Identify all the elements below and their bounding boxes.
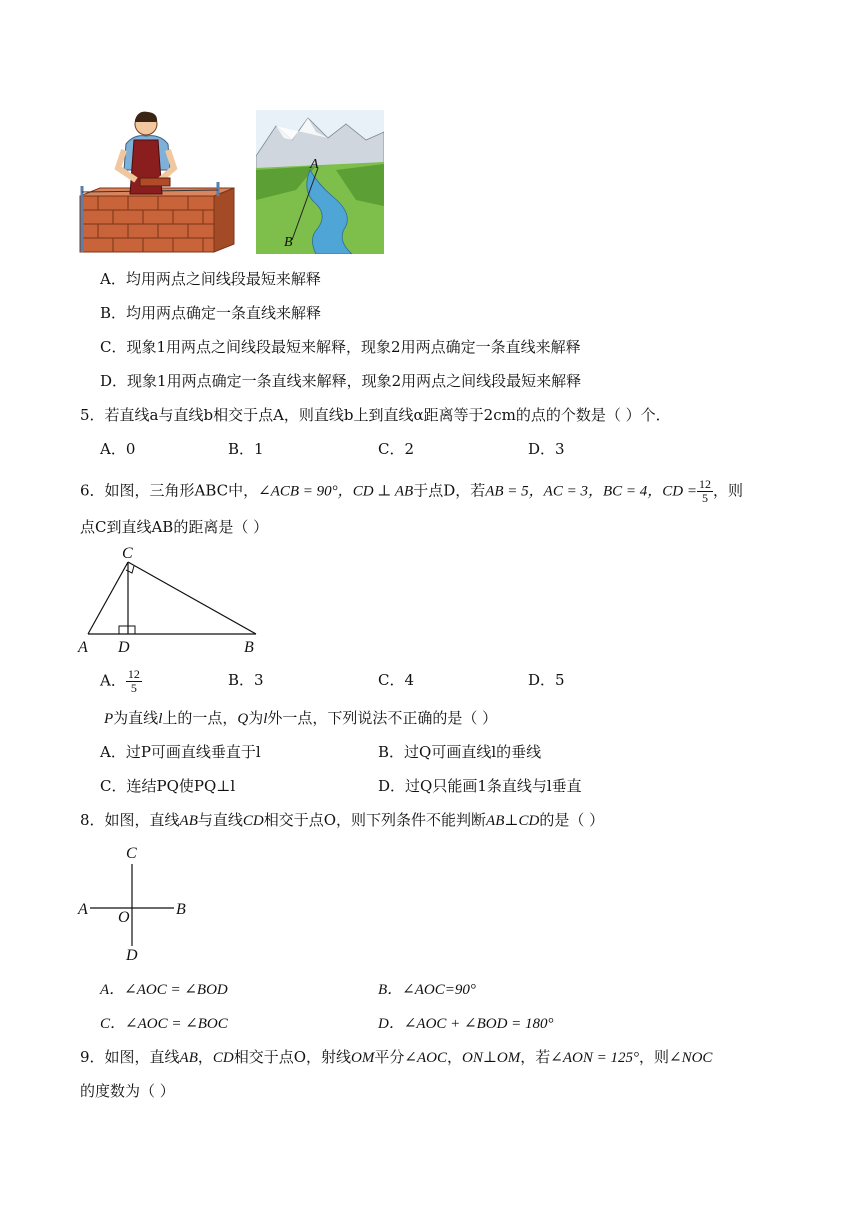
q8-label-b: B <box>176 901 186 918</box>
q5-option-a: A．0 <box>100 440 136 458</box>
q5-option-c: C．2 <box>378 440 415 458</box>
q6-option-a-fraction: $\frac{12}{5}$ <box>127 667 140 695</box>
river-point-b-label: B <box>284 235 293 250</box>
q6-stem-line2: 点C到直线AB的距离是（ ） <box>80 518 269 536</box>
q8-label-c: C <box>126 845 137 862</box>
q4-option-d: D．现象1用两点确定一条直线来解释，现象2用两点之间线段最短来解释 <box>100 372 582 390</box>
q8-label-a: A <box>78 901 88 918</box>
q6-values: AB = 5，AC = 3，BC = 4，CD = <box>485 483 697 500</box>
q9-stem-line1: 9．如图，直线AB，CD相交于点O，射线OM平分∠AOC，ON⊥OM，若∠AON = 125°，则∠NOC <box>80 1048 713 1066</box>
q6-stem-line1 <box>80 478 743 505</box>
q6-end: ，则 <box>712 481 743 500</box>
q7-option-b: B．过Q可画直线l的垂线 <box>378 743 542 761</box>
q6-mid: 于点D，若 <box>413 481 486 500</box>
q7-option-a: A．过P可画直线垂直于l <box>100 743 261 761</box>
q6-option-a: A． $\frac{12}{5}$ <box>100 667 140 695</box>
q4-option-c: C．现象1用两点之间线段最短来解释，现象2用两点确定一条直线来解释 <box>100 338 581 356</box>
q6-triangle-figure <box>76 542 266 656</box>
q9-stem-line2: 的度数为（ ） <box>80 1082 175 1100</box>
q6-label-a: A <box>78 639 88 656</box>
q8-option-d: D．∠AOC + ∠BOD = 180° <box>378 1016 554 1032</box>
q5-option-d: D．3 <box>528 440 565 458</box>
q6-option-c: C．4 <box>378 671 415 689</box>
river-point-a-label: A <box>310 157 319 172</box>
q4-option-b: B．均用两点确定一条直线来解释 <box>100 304 322 322</box>
q6-perp: CD ⊥ AB <box>352 483 414 500</box>
q6-option-d: D．5 <box>528 671 565 689</box>
q7-option-d: D．过Q只能画1条直线与l垂直 <box>378 777 582 795</box>
river-landscape-figure <box>256 110 384 254</box>
q7-option-c: C．连结PQ使PQ⊥l <box>100 777 236 795</box>
q6-option-b: B．3 <box>228 671 264 689</box>
q6-label-b: B <box>244 639 254 656</box>
q8-cross-figure <box>74 842 194 964</box>
q8-option-b: B．∠AOC=90° <box>378 982 476 998</box>
q6-cd-fraction: $\frac{12}{5}$ <box>698 477 711 505</box>
q5-option-b: B．1 <box>228 440 264 458</box>
q8-option-a: A．∠AOC = ∠BOD <box>100 982 228 998</box>
q6-label-d: D <box>118 639 130 656</box>
q8-label-d: D <box>126 947 138 964</box>
bricklayer-figure <box>78 110 238 254</box>
q7-stem: P为直线l上的一点，Q为l外一点，下列说法不正确的是（ ） <box>104 709 498 727</box>
q5-stem: 5．若直线a与直线b相交于点A，则直线b上到直线α距离等于2cm的点的个数是（ ）个． <box>80 406 671 424</box>
q6-stem-part1: 6．如图，三角形ABC中， <box>80 481 259 500</box>
q4-option-a: A．均用两点之间线段最短来解释 <box>100 270 321 288</box>
q6-angle: ∠ACB = 90°， <box>258 483 353 500</box>
q8-stem: 8．如图，直线AB与直线CD相交于点O，则下列条件不能判断AB⊥CD的是（ ） <box>80 811 605 829</box>
q6-label-c: C <box>122 545 133 562</box>
q8-label-o: O <box>118 909 130 926</box>
q8-option-c: C．∠AOC = ∠BOC <box>100 1016 228 1032</box>
